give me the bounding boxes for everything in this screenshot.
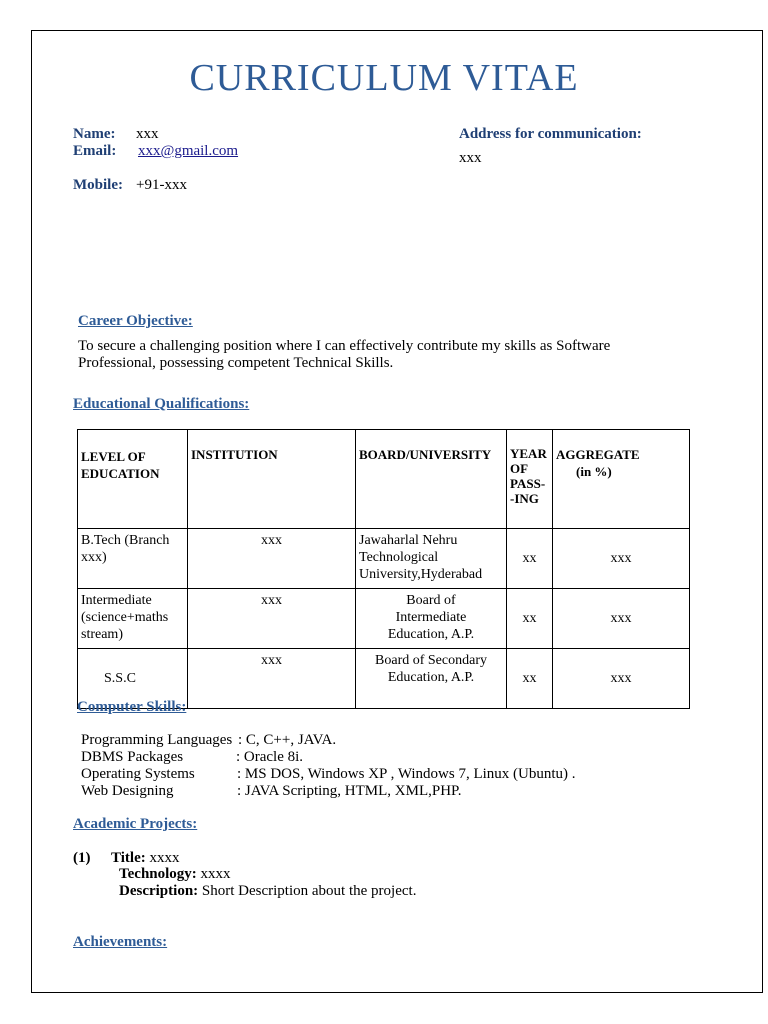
row-board: Board of Secondary Education, A.P. (356, 649, 507, 709)
skill-label: Programming Languages (81, 732, 233, 748)
career-objective-line-2: Professional, possessing competent Technical Skills. (78, 355, 394, 371)
skill-label: Operating Systems (81, 766, 195, 782)
skill-value: : C, C++, JAVA. (238, 732, 337, 748)
skill-label: DBMS Packages (81, 749, 184, 765)
row-level: S.S.C (78, 649, 188, 709)
row-aggregate: xxx (553, 649, 690, 709)
project-number: (1) (73, 850, 91, 866)
career-objective-heading: Career Objective: (78, 313, 193, 329)
row-institution: xxx (188, 649, 356, 709)
row-aggregate: xxx (553, 589, 690, 649)
row-year: xx (507, 589, 553, 649)
skill-label: Web Designing (81, 783, 174, 799)
project-description: Description: Short Description about the project. (119, 883, 417, 899)
mobile-label: Mobile: (73, 177, 123, 193)
header-year: YEAR OF PASS- -ING (507, 430, 553, 529)
row-year: xx (507, 649, 553, 709)
address-value: xxx (459, 150, 482, 166)
header-institution: INSTITUTION (188, 430, 356, 529)
row-year: xx (507, 529, 553, 589)
education-table (77, 429, 690, 709)
row-institution: xxx (188, 529, 356, 589)
page-title: CURRICULUM VITAE (189, 57, 579, 99)
row-institution: xxx (188, 589, 356, 649)
skill-value: : MS DOS, Windows XP , Windows 7, Linux (Ubuntu) . (237, 766, 576, 782)
header-board: BOARD/UNIVERSITY (356, 430, 507, 529)
name-value: xxx (136, 126, 159, 142)
education-heading: Educational Qualifications: (73, 396, 250, 412)
email-label: Email: (73, 143, 117, 159)
header-level: LEVEL OF EDUCATION (78, 430, 188, 529)
header-aggregate: AGGREGATE (in %) (553, 430, 690, 529)
skill-value: : Oracle 8i. (236, 749, 304, 765)
achievements-heading: Achievements: (73, 934, 168, 950)
email-link[interactable]: xxx@gmail.com (138, 143, 239, 159)
academic-projects-heading: Academic Projects: (73, 816, 198, 832)
project-technology: Technology: xxxx (119, 866, 231, 882)
row-board: Jawaharlal Nehru Technological University,Hyderabad (356, 529, 507, 589)
row-aggregate: xxx (553, 529, 690, 589)
address-label: Address for communication: (459, 126, 642, 142)
table-row (78, 529, 690, 589)
skill-value: : JAVA Scripting, HTML, XML,PHP. (237, 783, 462, 799)
row-level: Intermediate (science+maths stream) (78, 589, 188, 649)
career-objective-line-1: To secure a challenging position where I can effectively contribute my skills as Software (78, 338, 611, 354)
table-row (78, 589, 690, 649)
row-level: B.Tech (Branch xxx) (78, 529, 188, 589)
mobile-value: +91-xxx (136, 177, 187, 193)
name-label: Name: (73, 126, 116, 142)
project-title: Title: xxxx (111, 850, 180, 866)
row-board: Board of Intermediate Education, A.P. (356, 589, 507, 649)
table-header-row (78, 430, 690, 529)
computer-skills-heading: Computer Skills: (77, 699, 187, 715)
